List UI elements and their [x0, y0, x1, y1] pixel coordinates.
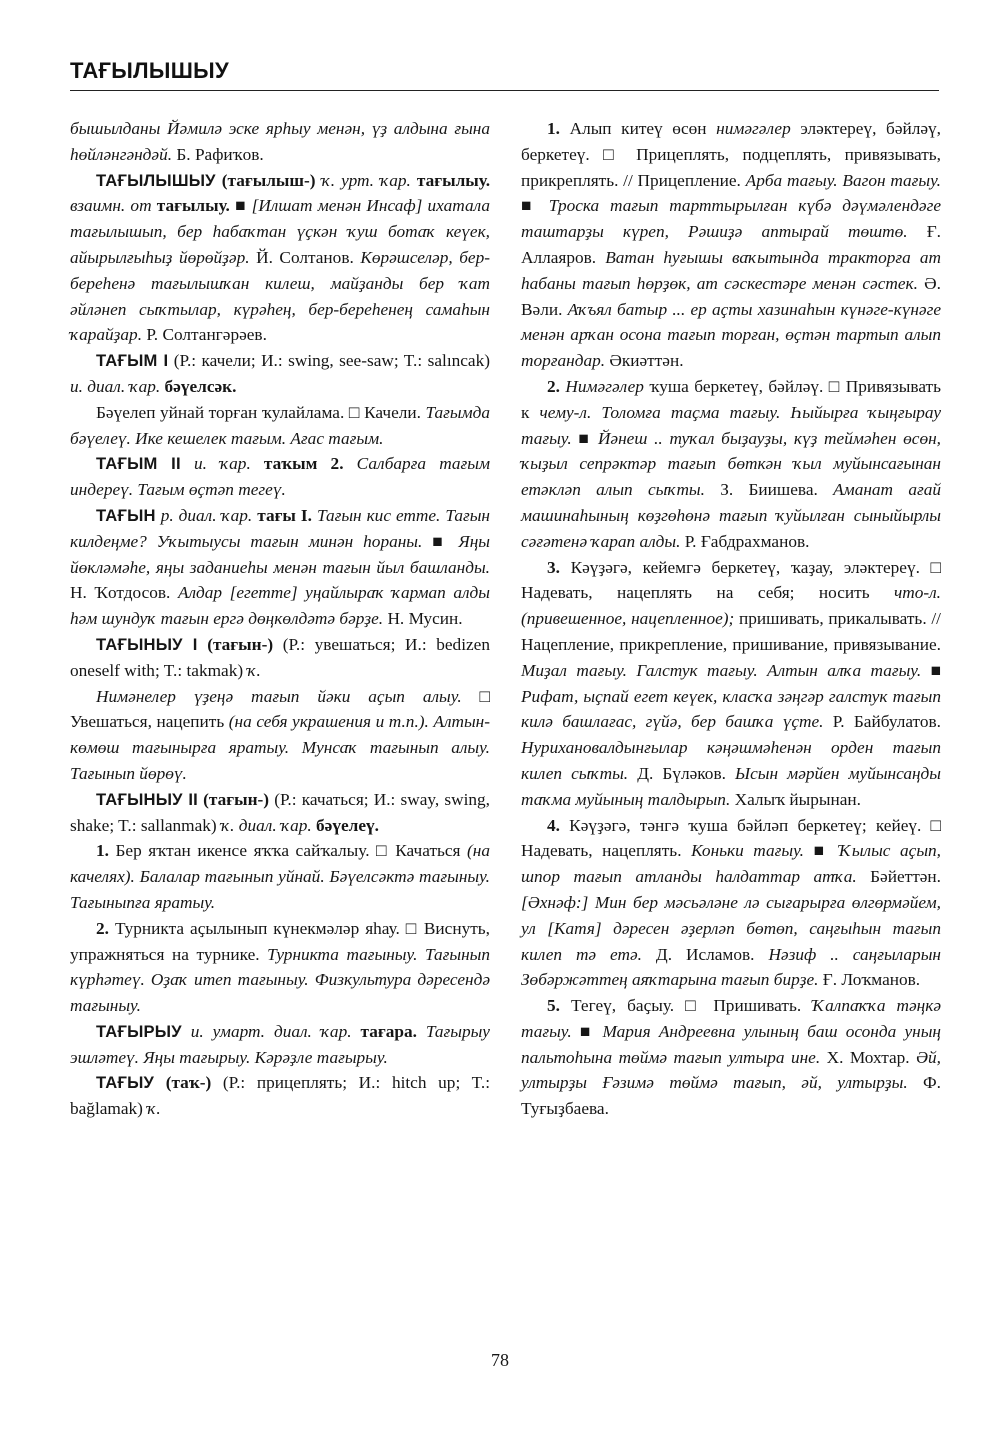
- bold-text: тағы I.: [252, 505, 312, 525]
- example-text: Нурихановалдынғылар кәңәшмәһенән орден тағып килеп сыҡты.: [521, 738, 941, 783]
- example-text: Әй, ултырҙы Ғәзимә төймә тағып, әй, ултырҙы.: [521, 1047, 941, 1093]
- bold-text: 2.: [547, 376, 560, 396]
- entry-text: ■: [571, 1021, 603, 1041]
- entry-text: Тегеү, баҫыу. □ Пришивать.: [559, 996, 813, 1016]
- example-text: взаимн. от: [70, 196, 152, 216]
- entry-text: ҡуша беркетеү, бәйләү. □ Привязывать к: [521, 376, 941, 422]
- right-column-entry: [521, 813, 941, 994]
- entry-text: Р. Ғабдрахманов.: [680, 531, 810, 551]
- entry-text: ■: [571, 428, 598, 448]
- left-column-entry: [70, 632, 490, 684]
- entry-text: З. Биишева.: [704, 480, 834, 500]
- example-text: чему-л. Толомға таҫма тағыу. Һыйырға ҡыңғырау тағыу.: [521, 402, 941, 448]
- headword: ТАҒЫМ I: [96, 351, 169, 371]
- example-text: ҡ.: [147, 1099, 161, 1119]
- entry-text: Әкиәттән.: [605, 351, 684, 371]
- entry-text: Р. Байбулатов.: [823, 712, 941, 732]
- example-text: (на себя украшения и т.п.). Алтын-көмөш тағынырға яратыу. Мунсаҡ тағынып алыу. Тағынып йөрөү.: [70, 712, 490, 783]
- entry-text: Д. Исламов.: [641, 944, 769, 964]
- entry-text: ■: [229, 196, 252, 216]
- entry-text: (Р.: качаться; И.: sway, swing, shake; T.: sallanmak): [70, 789, 491, 835]
- example-text: Ысын мәрйен муйынсаңды таҡма муйының талдырып.: [521, 763, 941, 809]
- example-text: Рифат, ыҫпай егет кеүек, класҡа зәңгәр галстук тағып килә башлағас, гүйә, бер башҡа үҫте.: [521, 686, 941, 732]
- example-text: Тағын кис етте. Тағын килдеңме? Уҡытыусы тағын минән һораны.: [70, 505, 491, 551]
- example-text: Көрәшселәр, бер-береһенә тағылышҡан килеш, майҙанды бер ҡат әйләнеп сыҡтылар, күрәһең, бер-береһенең самаһын ҡарайҙар.: [70, 247, 490, 345]
- entry-text: Ғ. Аллаяров.: [521, 222, 942, 267]
- bold-text: тағылыу.: [410, 170, 491, 190]
- example-text: Тағырыу эшләтеү. Яңы тағырыу. Кәрәҙле тағырыу.: [70, 1021, 490, 1067]
- example-text: Аманат ағай машинаһының көҙгөһөнә тағып ҡуйылған сыныйырлы сәғәтенә ҡарап алды.: [521, 480, 941, 551]
- bold-text: бәүелеү.: [311, 815, 379, 835]
- left-column: [70, 116, 490, 1122]
- right-column-entry: [521, 993, 941, 1122]
- entry-text: Ә. Вәли.: [521, 273, 941, 319]
- bold-text: 3.: [547, 557, 560, 577]
- left-column-entry: [70, 1070, 490, 1122]
- left-column-entry: [70, 916, 490, 1019]
- entry-text: ■: [921, 660, 942, 680]
- left-column-entry: [70, 168, 490, 349]
- bold-text: бәүелсәк.: [160, 376, 237, 396]
- entry-text: Н. Ҡотдосов.: [70, 583, 178, 603]
- bold-text: 1.: [96, 841, 109, 861]
- entry-text: Бәйеттән.: [856, 867, 941, 887]
- headword: ТАҒЫНЫУ I: [96, 634, 198, 654]
- example-text: нимәгәлер: [716, 119, 791, 138]
- example-text: Ҡалпаҡҡа тәңкә тағыу.: [521, 996, 941, 1041]
- entry-text: Ғ. Лоҡманов.: [818, 970, 921, 990]
- left-column-entry: [70, 400, 490, 452]
- left-column-entry: [70, 1019, 490, 1071]
- bold-text: (тағылыш-): [215, 170, 316, 190]
- entry-text: Турникта аҫылынып күнекмәләр яһау. □ Виснуть, упражняться на турнике.: [70, 918, 490, 964]
- example-text: Нәзиф .. саңғыларын Зөбәржәттең аяҡтарына тағып бирҙе.: [521, 944, 941, 990]
- example-text: [Әхнәф:] Мин бер мәсьәләне лә сығарырға өлгөрмәйем, ул [Катя] дәресен әҙерләп бөтөп, саңғыһын тағып килеп тә етә.: [521, 892, 941, 964]
- right-column-entry: [521, 374, 941, 555]
- example-text: Яңы йөкләмәһе, яңы заданиеһы менән тағын йыл башланды.: [70, 531, 490, 577]
- bold-text: тағара.: [351, 1021, 417, 1041]
- entry-text: ■: [422, 531, 459, 551]
- headword: ТАҒЫН: [96, 505, 156, 525]
- example-text: р. диал. ҡар.: [155, 505, 253, 525]
- example-text: Нимәгәлер: [559, 376, 644, 396]
- example-text: Аҡъял батыр ... ер аҫты хазинаһын күнәге-күнәге менән арҡан осона тағып торған, өҫтән тартып алып торғандар.: [521, 299, 941, 371]
- entry-text: ■: [804, 841, 839, 861]
- entry-text: Халыҡ йырынан.: [730, 789, 861, 809]
- left-column-entry: [70, 838, 490, 915]
- example-text: Троска тағып тарттырылған күбә дәүмәлендәге таштарҙы күреп, Рәшиҙә аптырай төштө.: [521, 196, 941, 242]
- example-text: Алдар [егетте] уңайлыраҡ ҡармап алды һәм шундуҡ тағын ергә дөңкөлдәтә бәрҙе.: [70, 583, 490, 629]
- example-text: (на качелях). Балалар тағынып уйнай. Бәүелсәктә тағыныу. Тағыныпға яратыу.: [70, 841, 490, 912]
- example-text: [Илшат менән Инсаф] ихатала тағылышып, бер һабаҡтан үҫкән ҡуш ботаҡ кеүек, айырылғыһыҙ йөрөйҙәр.: [70, 196, 490, 267]
- entry-text: (Р.: прицеплять; И.: hitch up; T.: bağlamak): [70, 1073, 490, 1119]
- example-text: Ватан һуғышы ваҡытында тракторға ат һабаны тағып һөрҙөк, ат сәскестәре менән сәстек.: [521, 247, 942, 293]
- bold-text: 1.: [547, 119, 560, 138]
- headword: ТАҒЫМ II: [96, 454, 181, 474]
- example-text: Салбарға тағым индереү. Тағым өҫтәп тегеү.: [70, 454, 491, 500]
- header-rule: [70, 90, 939, 91]
- example-text: Ҡылыс аҫып, шпор тағып атланды һалдаттар атҡа.: [521, 841, 941, 887]
- entry-text: Й. Солтанов.: [249, 247, 361, 267]
- example-text: бышылданы Йәмилә эске ярһыу менән, үҙ алдына ғына һөйләнгәндәй.: [70, 119, 490, 164]
- entry-text: пришивать, прикалывать. // Нацепление, прикрепление, пришивание, привязывание.: [521, 609, 941, 654]
- example-text: Турникта тағыныу. Тағынып күрһәтеү. Оҙаҡ итеп тағыныу. Физкультура дәресендә тағыныу.: [70, 944, 490, 1016]
- entry-text: Н. Мусин.: [383, 609, 463, 629]
- bold-text: 2.: [96, 918, 109, 938]
- running-header: ТАҒЫЛЫШЫУ: [70, 58, 229, 83]
- example-text: ҡ. урт. ҡар.: [321, 170, 411, 190]
- example-text: Тағымда бәүелеү. Ике кешелек тағым. Ағас тағым.: [70, 402, 490, 448]
- entry-text: (Р.: увешаться; И.: bedizen oneself with; T.: takmak): [70, 634, 490, 680]
- entry-text: (Р.: качели; И.: swing, see-saw; T.: salıncak): [168, 351, 490, 371]
- entry-text: Бәүелеп уйнай торған ҡулайлама. □ Качели.: [96, 402, 426, 422]
- bold-text: (тағын-): [197, 634, 274, 654]
- entry-text: Б. Рафиҡов.: [172, 144, 264, 164]
- right-column-entry: [521, 116, 941, 374]
- bold-text: таҡым 2.: [250, 454, 344, 474]
- example-text: ҡ.: [247, 660, 261, 680]
- headword: ТАҒЫЛЫШЫУ: [96, 170, 216, 190]
- entry-text: ■: [521, 196, 549, 216]
- entry-text: Кәүҙәгә, кейемгә беркетеү, ҡаҙау, эләктереү. □ Надевать, нацеплять на себя; носить: [521, 557, 941, 603]
- left-column-entry: [70, 116, 490, 168]
- example-text: Арба тағыу. Вагон тағыу.: [745, 170, 941, 190]
- example-text: Нимәнелер үҙеңә тағып йәки аҫып алыу.: [96, 686, 462, 706]
- example-text: и. ҡар.: [180, 454, 251, 474]
- left-column-entry: [70, 684, 490, 787]
- left-column-entry: [70, 787, 490, 839]
- page-number: 78: [491, 1350, 509, 1370]
- bold-text: (таҡ-): [154, 1073, 212, 1093]
- example-text: и. умарт. диал. ҡар.: [181, 1021, 352, 1041]
- entry-text: эләктереү, бәйләү, беркетеү. □ Прицеплять, подцеплять, привязывать, прикреплять. // Прицепление.: [521, 119, 942, 190]
- headword: ТАҒЫУ: [96, 1073, 155, 1093]
- entry-text: Р. Солтангәрәев.: [142, 325, 267, 345]
- entry-text: Д. Бүләков.: [628, 763, 736, 783]
- example-text: Мария Андреевна улының баш осонда уның пальтоһына төймә тағып ултыра ине.: [521, 1021, 941, 1067]
- bold-text: тағылыу.: [151, 196, 230, 216]
- example-text: что-л. (привешенное, нацепленное);: [521, 583, 941, 629]
- example-text: и. диал. ҡар.: [70, 376, 161, 396]
- example-text: ҡ. диал. ҡар.: [221, 815, 312, 835]
- left-column-entry: [70, 348, 490, 400]
- headword: ТАҒЫРЫУ: [96, 1021, 182, 1041]
- example-text: Йәнеш .. туҡал быҙауҙы, күҙ теймәһен өсөн, ҡыҙыл сепрәктәр тағып бөткән ҡыл муйынсағынан етәкләп алып сыҡты.: [521, 428, 941, 500]
- bold-text: (тағын-): [197, 789, 270, 809]
- entry-text: Ф. Туғыҙбаева.: [521, 1073, 942, 1119]
- example-text: Коньки тағыу.: [691, 841, 804, 861]
- entry-text: □ Увешаться, нацепить: [70, 686, 490, 732]
- entry-text: Алып китеү өсөн: [559, 119, 717, 138]
- left-column-entry: [70, 503, 490, 632]
- bold-text: 5.: [547, 996, 560, 1016]
- example-text: Миҙал тағыу. Галстук тағыу. Алтын алҡа тағыу.: [521, 660, 922, 680]
- right-column-entry: [521, 555, 941, 813]
- right-column: [521, 116, 941, 1122]
- entry-text: Бер яҡтан икенсе яҡҡа сайҡалыу. □ Качаться: [108, 841, 468, 861]
- entry-text: Кәүҙәгә, тәнгә ҡуша бәйләп беркетеү; кейеү. □ Надевать, нацеплять.: [521, 815, 941, 861]
- bold-text: 4.: [547, 815, 560, 835]
- entry-text: Х. Мохтар.: [820, 1047, 917, 1067]
- headword: ТАҒЫНЫУ II: [96, 789, 198, 809]
- left-column-entry: [70, 451, 490, 503]
